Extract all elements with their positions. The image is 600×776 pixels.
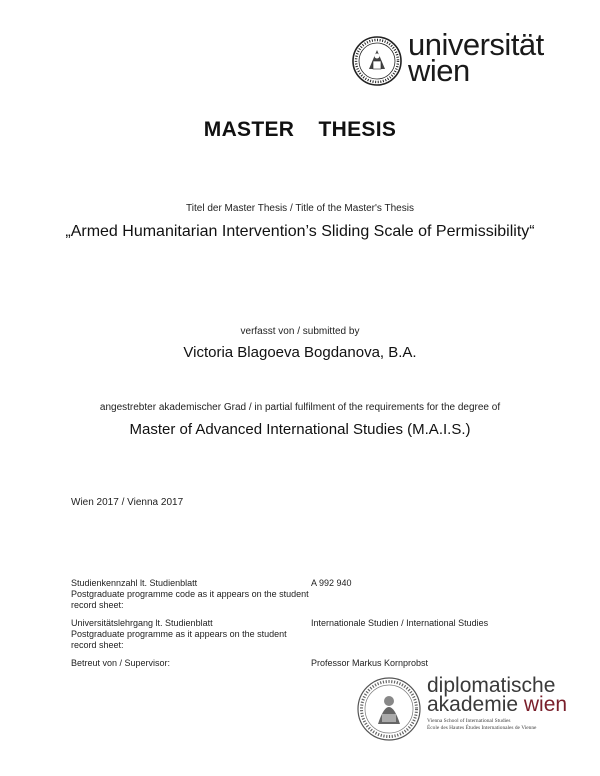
info-label-programme-code: Studienkennzahl lt. Studienblatt Postgraduate programme code as it appears on the student record sheet: bbox=[71, 578, 309, 610]
submitted-by-caption: verfasst von / submitted by bbox=[240, 326, 360, 337]
university-seal-icon bbox=[352, 36, 402, 86]
academy-name-line1: diplomatische bbox=[427, 674, 556, 697]
info-value-programme: Internationale Studien / International Studies bbox=[311, 618, 489, 628]
date-line: Wien 2017 / Vienna 2017 bbox=[71, 497, 184, 508]
academy-name-line2: akademie wien bbox=[427, 693, 568, 716]
academy-subtitle-fr: École des Hautes Études Internationales de Vienne bbox=[427, 725, 537, 731]
university-name-line1: universität bbox=[408, 27, 544, 62]
info-label-supervisor: Betreut von / Supervisor: bbox=[71, 658, 171, 668]
degree-name: Master of Advanced International Studies (M.A.I.S.) bbox=[129, 421, 471, 438]
academy-seal-icon bbox=[356, 674, 422, 744]
academy-subtitle-en: Vienna School of International Studies bbox=[427, 718, 511, 724]
page-title: MASTER THESIS bbox=[203, 118, 397, 141]
university-name-line2: wien bbox=[408, 53, 470, 88]
thesis-title: „Armed Humanitarian Intervention’s Sliding Scale of Permissibility“ bbox=[65, 223, 535, 240]
thesis-title-caption: Titel der Master Thesis / Title of the Master's Thesis bbox=[186, 203, 414, 214]
university-logo bbox=[352, 27, 562, 88]
info-label-programme: Universitätslehrgang lt. Studienblatt Postgraduate programme as it appears on the student record sheet: bbox=[71, 618, 287, 650]
author-name: Victoria Blagoeva Bogdanova, B.A. bbox=[183, 344, 417, 361]
academy-logo bbox=[356, 674, 576, 750]
info-value-programme-code: A 992 940 bbox=[311, 578, 352, 588]
degree-caption: angestrebter akademischer Grad / in partial fulfilment of the requirements for the degree of bbox=[99, 402, 501, 413]
info-value-supervisor: Professor Markus Kornprobst bbox=[311, 658, 429, 668]
